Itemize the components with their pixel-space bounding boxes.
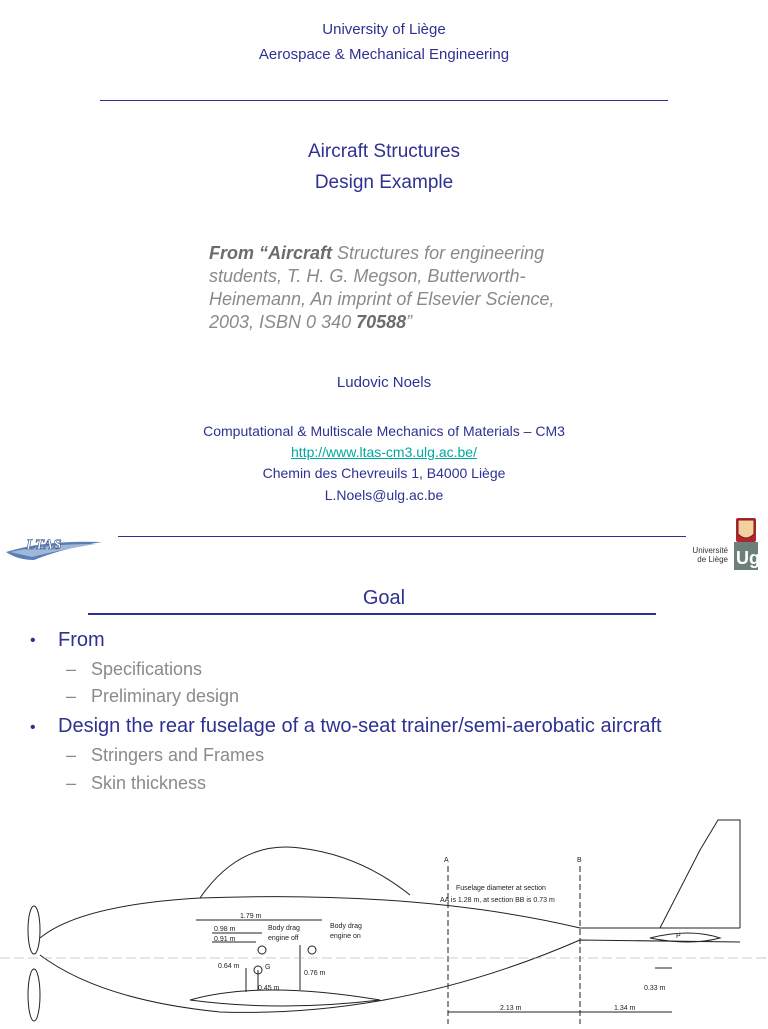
drag-off-label-2: engine off bbox=[268, 935, 299, 942]
source-prefix: From “ bbox=[209, 243, 269, 263]
goal-item-design: Design the rear fuselage of a two-seat trainer/semi-aerobatic aircraft bbox=[58, 715, 662, 737]
dash-marker: – bbox=[66, 773, 77, 793]
lab-url-link[interactable]: http://www.ltas-cm3.ulg.ac.be/ bbox=[291, 444, 477, 460]
dimension-label-213: 2.13 m bbox=[500, 1005, 522, 1012]
dimension-label-179: 1.79 m bbox=[240, 913, 262, 920]
ltas-logo bbox=[4, 526, 104, 566]
tail-point-label: P bbox=[676, 933, 681, 940]
canopy-outline bbox=[200, 847, 410, 898]
dimension-label-064: 0.64 m bbox=[218, 963, 240, 970]
center-of-gravity-label: G bbox=[265, 964, 271, 971]
dimension-label-091: 0.91 m bbox=[214, 936, 236, 943]
svg-text:Ug: Ug bbox=[736, 548, 760, 568]
dimension-label-076: 0.76 m bbox=[304, 970, 326, 977]
contact-email: L.Noels@ulg.ac.be bbox=[324, 487, 444, 503]
dash-marker: – bbox=[66, 745, 77, 765]
document-subtitle: Design Example bbox=[314, 172, 454, 193]
bullet-marker: • bbox=[30, 719, 36, 736]
dimension-label-033: 0.33 m bbox=[644, 985, 666, 992]
source-citation bbox=[209, 242, 589, 334]
fuselage-lower-line bbox=[40, 940, 740, 1012]
document-title: Aircraft Structures bbox=[307, 141, 461, 162]
drag-off-label-1: Body drag bbox=[268, 925, 300, 932]
section-label-a: A bbox=[444, 857, 449, 864]
source-bold-title: Aircraft bbox=[268, 243, 333, 263]
source-body: Structures for engineering students, T. H. G. Megson, Butterworth-Heinemann, An imprint of Elsevier Science, 2003, ISBN 0 340 bbox=[209, 243, 555, 332]
goal-subitem-stringers-frames: Stringers and Frames bbox=[91, 745, 265, 765]
ulg-logo-text: Université de Liège bbox=[692, 546, 728, 564]
ltas-logo-text: LTAS bbox=[26, 537, 62, 553]
diameter-note-line2: AA is 1.28 m, at section BB is 0.73 m bbox=[440, 897, 555, 904]
goal-underline bbox=[88, 613, 656, 615]
fuselage-upper-line bbox=[40, 897, 740, 938]
lab-name: Computational & Multiscale Mechanics of Materials – CM3 bbox=[203, 423, 565, 439]
department-name: Aerospace & Mechanical Engineering bbox=[258, 46, 510, 63]
dimension-label-098: 0.98 m bbox=[214, 926, 236, 933]
drag-point-engine-on bbox=[308, 946, 316, 954]
source-suffix: ” bbox=[406, 312, 413, 332]
dash-marker: – bbox=[66, 659, 77, 679]
lab-address: Chemin des Chevreuils 1, B4000 Liège bbox=[262, 465, 506, 481]
institution-name: University of Liège bbox=[322, 21, 446, 38]
goal-subitem-preliminary-design: Preliminary design bbox=[91, 686, 240, 706]
bullet-marker: • bbox=[30, 632, 36, 649]
footer-divider bbox=[118, 536, 686, 537]
section-label-b: B bbox=[577, 857, 582, 864]
drag-on-label-1: Body drag bbox=[330, 923, 362, 930]
tail-fin-outline bbox=[660, 820, 740, 928]
drag-on-label-2: engine on bbox=[330, 933, 361, 940]
propeller-blade-upper bbox=[28, 906, 40, 954]
propeller-blade-lower bbox=[28, 969, 40, 1021]
goal-subitem-skin-thickness: Skin thickness bbox=[91, 773, 207, 793]
goal-item-from: From bbox=[58, 629, 105, 651]
section-heading-goal: Goal bbox=[362, 587, 406, 609]
header-divider bbox=[100, 100, 668, 101]
dash-marker: – bbox=[66, 686, 77, 706]
dimension-label-045: 0.45 m bbox=[258, 985, 280, 992]
diameter-note-line1: Fuselage diameter at section bbox=[456, 885, 546, 892]
source-bold-isbn: 70588 bbox=[356, 312, 407, 332]
drag-point-engine-off bbox=[258, 946, 266, 954]
ulg-logo bbox=[684, 516, 764, 574]
dimension-label-134: 1.34 m bbox=[614, 1005, 636, 1012]
author-name: Ludovic Noels bbox=[336, 374, 432, 391]
aircraft-fuselage-drawing bbox=[0, 810, 768, 1024]
wing-section-outline bbox=[190, 990, 380, 1006]
goal-subitem-specifications: Specifications bbox=[91, 659, 203, 679]
